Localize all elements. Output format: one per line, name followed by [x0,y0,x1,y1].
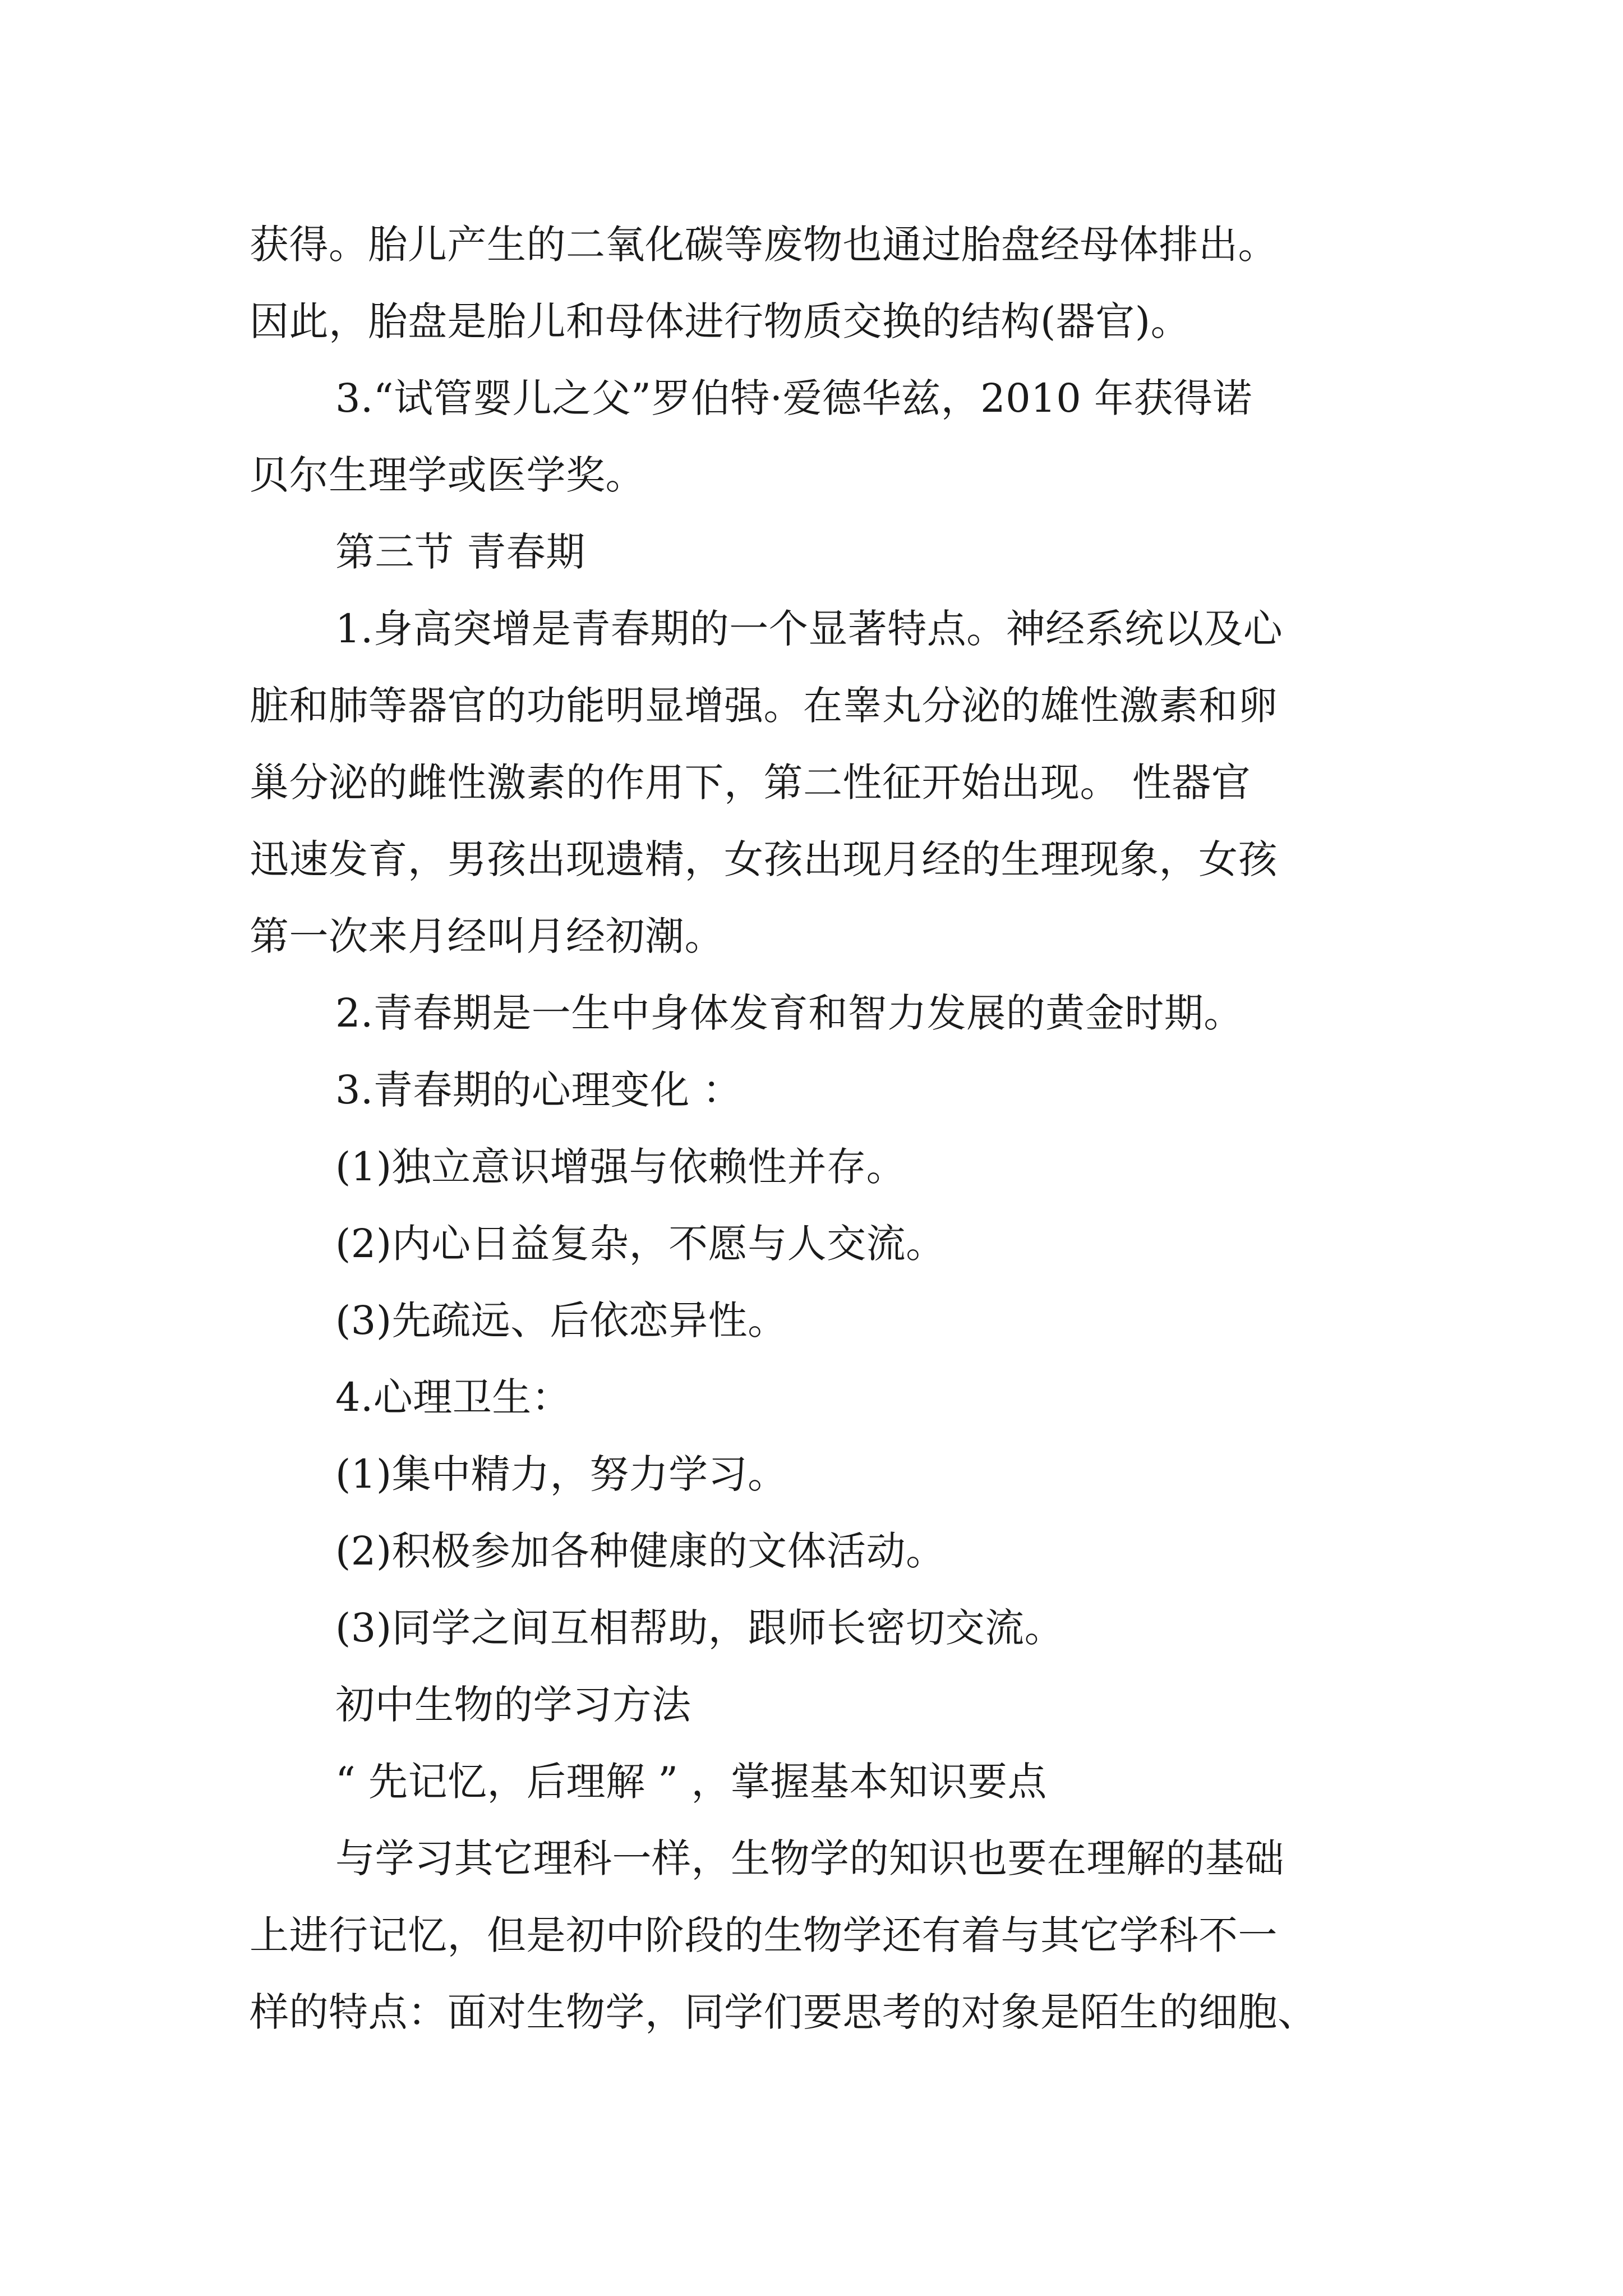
text-line: 3.青春期的心理变化 ： [335,1067,743,1113]
text-line: 与学习其它理科一样，生物学的知识也要在理解的基础 [335,1835,1284,1881]
text-line: 巢分泌的雌性激素的作用下，第二性征开始出现。 性器官 [250,760,1251,806]
list-item: (3)同学之间互相帮助，跟师长密切交流。 [335,1605,1064,1651]
list-item: (2)积极参加各种健康的文体活动。 [335,1528,946,1574]
text-line: 3.“试管婴儿之父”罗伯特·爱德华兹，2010 年获得诺 [335,375,1253,421]
text-line: 1.身高突增是青春期的一个显著特点。神经系统以及心 [335,606,1283,652]
text-line: 样的特点：面对生物学，同学们要思考的对象是陌生的细胞、 [250,1989,1317,2035]
list-item: (1)独立意识增强与依赖性并存。 [335,1144,906,1190]
text-line: 上进行记忆，但是初中阶段的生物学还有着与其它学科不一 [250,1912,1278,1958]
text-line: 脏和肺等器官的功能明显增强。在睾丸分泌的雄性激素和卵 [250,683,1278,729]
section-heading: 初中生物的学习方法 [335,1682,691,1728]
text-line: 2.青春期是一生中身体发育和智力发展的黄金时期。 [335,990,1243,1036]
text-line: 贝尔生理学或医学奖。 [250,452,645,498]
text-line: 4.心理卫生： [335,1374,571,1420]
list-item: (1)集中精力，努力学习。 [335,1451,787,1497]
text-line: 获得。胎儿产生的二氧化碳等废物也通过胎盘经母体排出。 [250,222,1278,268]
section-heading: 第三节 青春期 [335,529,585,575]
text-line: 第一次来月经叫月经初潮。 [250,913,724,959]
subheading: “ 先记忆，后理解 ” ，掌握基本知识要点 [335,1759,1047,1805]
text-line: 因此，胎盘是胎儿和母体进行物质交换的结构(器官)。 [250,298,1191,344]
text-line: 迅速发育，男孩出现遗精，女孩出现月经的生理现象，女孩 [250,836,1278,882]
list-item: (2)内心日益复杂，不愿与人交流。 [335,1221,946,1267]
list-item: (3)先疏远、后依恋异性。 [335,1297,787,1343]
